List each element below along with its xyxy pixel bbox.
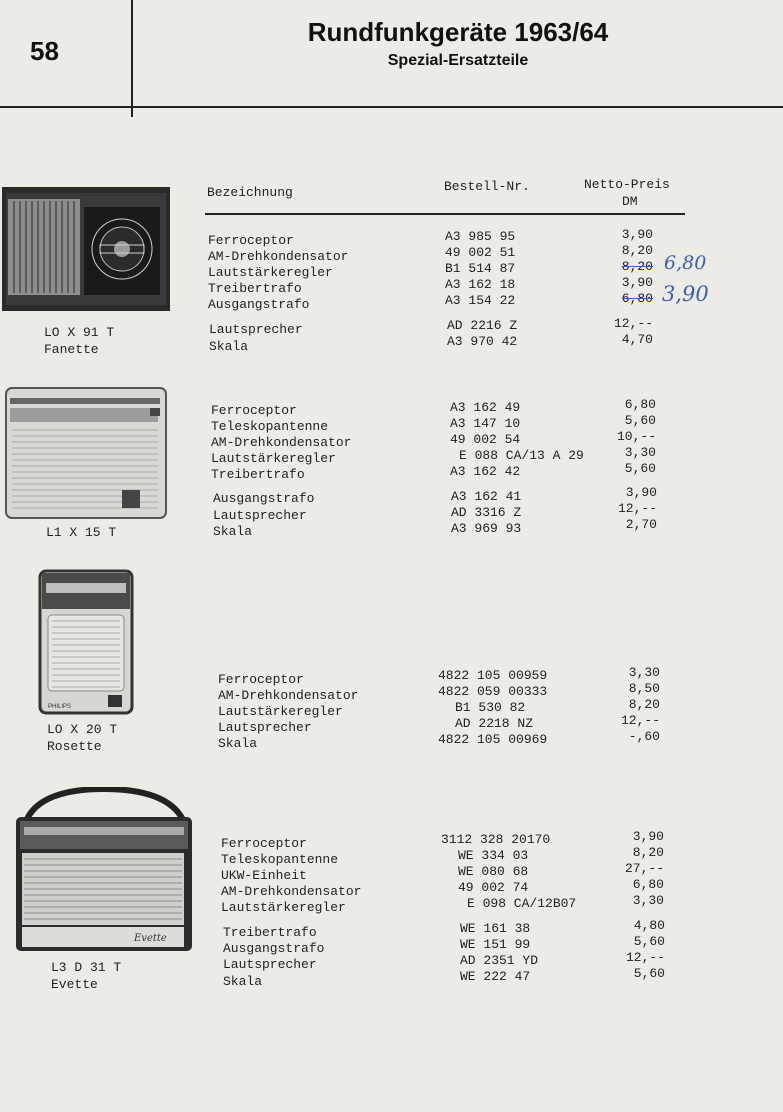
model-number: L3 D 31 T xyxy=(51,960,122,975)
part-label: Skala xyxy=(218,736,258,751)
part-label: AM-Drehkondensator xyxy=(218,688,359,703)
part-price: 2,70 xyxy=(625,517,657,532)
part-order-number: A3 970 42 xyxy=(447,334,518,349)
part-label: Lautstärkeregler xyxy=(221,900,346,915)
part-order-number: WE 334 03 xyxy=(458,848,529,863)
part-price: 8,20 xyxy=(632,845,664,860)
handwritten-price-correction: 6,80 xyxy=(664,252,707,274)
part-order-number: AD 2218 NZ xyxy=(455,716,534,731)
part-price: 8,20 xyxy=(621,243,653,258)
part-order-number: A3 147 10 xyxy=(450,416,521,431)
page-subtitle: Spezial-Ersatzteile xyxy=(387,52,529,69)
part-order-number: 49 002 51 xyxy=(445,245,516,260)
model-name: Fanette xyxy=(44,342,99,357)
header-divider-horizontal xyxy=(0,106,783,108)
part-label: Skala xyxy=(223,974,263,989)
part-order-number: A3 162 18 xyxy=(445,277,516,292)
part-label: AM-Drehkondensator xyxy=(211,435,352,450)
part-label: UKW-Einheit xyxy=(221,868,307,883)
part-price: 3,30 xyxy=(624,445,656,460)
part-order-number: 49 002 54 xyxy=(450,432,521,447)
part-order-number: E 088 CA/13 A 29 xyxy=(459,448,584,463)
part-order-number: AD 2351 YD xyxy=(460,953,539,968)
page-number: 58 xyxy=(30,36,59,66)
part-label: Ferroceptor xyxy=(218,672,304,687)
part-order-number: 4822 105 00969 xyxy=(438,732,548,747)
part-order-number: 3112 328 20170 xyxy=(441,832,551,847)
model-number: LO X 91 T xyxy=(44,325,115,340)
part-order-number: 49 002 74 xyxy=(458,880,529,895)
part-order-number: A3 154 22 xyxy=(445,293,516,308)
part-label: Lautsprecher xyxy=(218,720,312,735)
part-price: 27,-- xyxy=(624,861,664,876)
part-price: 8,50 xyxy=(628,681,660,696)
part-price: 6,80 xyxy=(632,877,664,892)
part-order-number: WE 222 47 xyxy=(460,969,531,984)
radio-image-fanette xyxy=(0,185,172,315)
part-label: Lautsprecher xyxy=(209,322,303,337)
part-price: -,60 xyxy=(628,729,660,744)
handwritten-price-correction: 3,90 xyxy=(662,282,709,306)
part-order-number: WE 151 99 xyxy=(460,937,531,952)
column-header-description: Bezeichnung xyxy=(207,185,293,200)
part-label: Treibertrafo xyxy=(223,925,317,940)
part-label: Lautstärkeregler xyxy=(208,265,333,280)
part-price: 5,60 xyxy=(624,413,656,428)
page-title: Rundfunkgeräte 1963/64 xyxy=(307,17,609,47)
part-order-number: A3 985 95 xyxy=(445,229,516,244)
model-name: Evette xyxy=(51,977,98,992)
part-price: 12,-- xyxy=(613,316,653,331)
part-order-number: WE 080 68 xyxy=(458,864,529,879)
part-order-number: AD 2216 Z xyxy=(447,318,518,333)
part-price: 3,30 xyxy=(628,665,660,680)
part-price-struck: 6,80 xyxy=(621,291,653,306)
part-price-struck: 8,20 xyxy=(621,259,653,274)
part-price: 3,90 xyxy=(621,275,653,290)
part-label: Treibertrafo xyxy=(208,281,302,296)
part-label: Ausgangstrafo xyxy=(213,491,315,506)
part-order-number: E 098 CA/12B07 xyxy=(467,896,577,911)
part-label: Ausgangstrafo xyxy=(223,941,325,956)
column-header-currency: DM xyxy=(622,194,638,209)
part-price: 8,20 xyxy=(628,697,660,712)
part-price: 3,90 xyxy=(625,485,657,500)
part-price: 6,80 xyxy=(624,397,656,412)
radio-image-l1x15t xyxy=(4,386,169,521)
part-label: Ausgangstrafo xyxy=(208,297,310,312)
part-label: Ferroceptor xyxy=(221,836,307,851)
part-label: Ferroceptor xyxy=(208,233,294,248)
model-name: Rosette xyxy=(47,739,102,754)
part-order-number: B1 530 82 xyxy=(455,700,526,715)
part-price: 3,90 xyxy=(621,227,653,242)
part-label: Skala xyxy=(213,524,253,539)
part-price: 5,60 xyxy=(633,934,665,949)
part-price: 4,80 xyxy=(633,918,665,933)
part-price: 5,60 xyxy=(624,461,656,476)
model-number: LO X 20 T xyxy=(47,722,118,737)
part-price: 3,90 xyxy=(632,829,664,844)
part-label: Teleskopantenne xyxy=(211,419,329,434)
part-price: 12,-- xyxy=(625,950,665,965)
part-order-number: WE 161 38 xyxy=(460,921,531,936)
part-label: Lautsprecher xyxy=(223,957,317,972)
part-label: AM-Drehkondensator xyxy=(221,884,362,899)
part-order-number: 4822 059 00333 xyxy=(438,684,548,699)
part-label: Lautsprecher xyxy=(213,508,307,523)
part-label: Lautstärkeregler xyxy=(211,451,336,466)
part-price: 10,-- xyxy=(616,429,656,444)
part-label: Treibertrafo xyxy=(211,467,305,482)
part-label: AM-Drehkondensator xyxy=(208,249,349,264)
part-price: 5,60 xyxy=(633,966,665,981)
radio-image-evette xyxy=(14,787,194,955)
model-number: L1 X 15 T xyxy=(46,525,117,540)
column-header-order-no: Bestell-Nr. xyxy=(444,179,530,194)
part-order-number: A3 162 42 xyxy=(450,464,521,479)
part-order-number: 4822 105 00959 xyxy=(438,668,548,683)
table-header-rule xyxy=(205,213,685,215)
column-header-price: Netto-Preis xyxy=(584,177,670,192)
part-label: Ferroceptor xyxy=(211,403,297,418)
part-order-number: AD 3316 Z xyxy=(451,505,522,520)
radio-image-rosette xyxy=(38,569,135,716)
part-label: Teleskopantenne xyxy=(221,852,339,867)
part-label: Skala xyxy=(209,339,249,354)
part-order-number: A3 969 93 xyxy=(451,521,522,536)
part-price: 12,-- xyxy=(620,713,660,728)
part-price: 3,30 xyxy=(632,893,664,908)
part-price: 4,70 xyxy=(621,332,653,347)
radio-brand-text: PHILIPS xyxy=(48,704,72,710)
part-order-number: A3 162 49 xyxy=(450,400,521,415)
part-price: 12,-- xyxy=(617,501,657,516)
part-order-number: B1 514 87 xyxy=(445,261,516,276)
radio-script-text: Evette xyxy=(134,933,167,944)
part-order-number: A3 162 41 xyxy=(451,489,522,504)
part-label: Lautstärkeregler xyxy=(218,704,343,719)
